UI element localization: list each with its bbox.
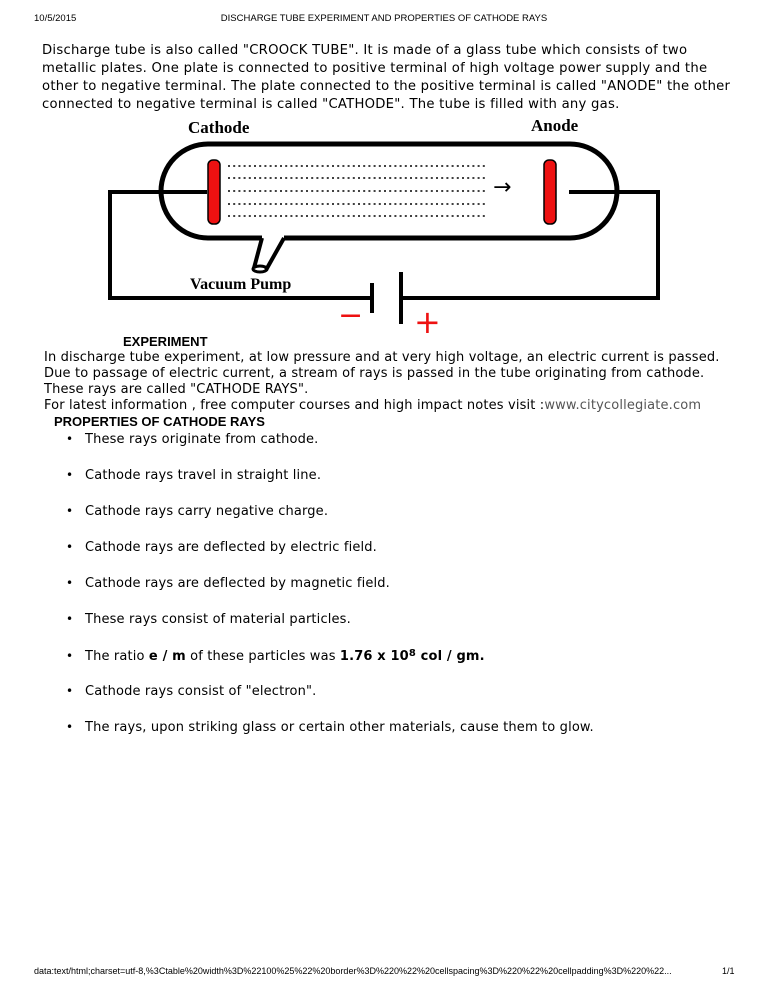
minus-sign: − — [338, 298, 364, 333]
bullet: • — [66, 432, 74, 446]
property-text: These rays consist of material particles. — [85, 612, 351, 627]
circuit-wire-right — [402, 192, 658, 298]
list-item — [66, 720, 594, 735]
direction-arrow: → — [493, 175, 512, 200]
properties-heading: PROPERTIES OF CATHODE RAYS — [54, 414, 265, 429]
anode-label: Anode — [531, 116, 579, 135]
print-date: 10/5/2015 — [34, 13, 77, 24]
list-item-ratio — [66, 648, 485, 664]
cathode-label: Cathode — [188, 118, 250, 137]
property-text: Cathode rays travel in straight line. — [85, 468, 322, 483]
property-text: Cathode rays consist of "electron". — [85, 684, 317, 699]
list-item — [66, 468, 321, 483]
anode-plate — [544, 160, 556, 224]
bullet: • — [66, 576, 74, 590]
citycollegiate-link[interactable]: www.citycollegiate.com — [544, 398, 702, 413]
footer-url: data:text/html;charset=utf-8,%3Ctable%20width%3D%22100%25%22%20border%3D%220%22%20cellspacing%3D%220%22%20cellpadding%3D%220%22... — [34, 966, 672, 976]
list-item — [66, 432, 318, 447]
ratio-prefix: The ratio — [85, 649, 149, 664]
bullet: • — [66, 720, 74, 734]
property-text: Cathode rays are deflected by magnetic field. — [85, 576, 390, 591]
list-item — [66, 612, 351, 627]
list-item — [66, 576, 390, 591]
ratio-unit: col / gm. — [415, 649, 485, 664]
vacuum-pump-label: Vacuum Pump — [190, 276, 292, 293]
info-text: For latest information , free computer courses and high impact notes visit : — [44, 398, 545, 413]
intro-line: other to negative terminal. The plate connected to the positive terminal is called "ANODE" the other — [42, 79, 731, 94]
cathode-ray-lines — [228, 166, 486, 216]
plus-sign: + — [414, 303, 441, 340]
ratio-middle: of these particles was — [185, 649, 340, 664]
list-item — [66, 540, 377, 555]
property-text: Cathode rays are deflected by electric field. — [85, 540, 377, 555]
list-item — [66, 684, 316, 699]
bullet: • — [66, 540, 74, 554]
bullet: • — [66, 649, 74, 663]
bullet: • — [66, 684, 74, 698]
property-text: The rays, upon striking glass or certain other materials, cause them to glow. — [85, 720, 594, 735]
discharge-tube-diagram — [0, 0, 768, 340]
ratio-exponent: 8 — [408, 648, 416, 659]
experiment-heading: EXPERIMENT — [123, 334, 208, 349]
bullet: • — [66, 504, 74, 518]
intro-line: connected to negative terminal is called "CATHODE". The tube is filled with any gas. — [42, 97, 620, 112]
bullet: • — [66, 468, 74, 482]
experiment-line: These rays are called "CATHODE RAYS". — [44, 382, 309, 397]
experiment-line: Due to passage of electric current, a stream of rays is passed in the tube originating from cathode. — [44, 366, 705, 381]
experiment-line — [44, 398, 754, 414]
intro-line: Discharge tube is also called "CROOCK TUBE". It is made of a glass tube which consists of two — [42, 43, 688, 58]
print-title: DISCHARGE TUBE EXPERIMENT AND PROPERTIES OF CATHODE RAYS — [220, 13, 548, 24]
intro-line: metallic plates. One plate is connected to positive terminal of high voltage power supply and the — [42, 61, 708, 76]
property-text: Cathode rays carry negative charge. — [85, 504, 329, 519]
list-item — [66, 504, 328, 519]
ratio-value: 1.76 x 10 — [339, 649, 409, 664]
cathode-plate — [208, 160, 220, 224]
footer-page-number: 1/1 — [722, 966, 735, 976]
bullet: • — [66, 612, 74, 626]
experiment-line: In discharge tube experiment, at low pressure and at very high voltage, an electric current is passed. — [44, 350, 720, 365]
property-text: These rays originate from cathode. — [85, 432, 319, 447]
ratio-em: e / m — [148, 649, 186, 664]
experiment-text — [44, 350, 754, 414]
